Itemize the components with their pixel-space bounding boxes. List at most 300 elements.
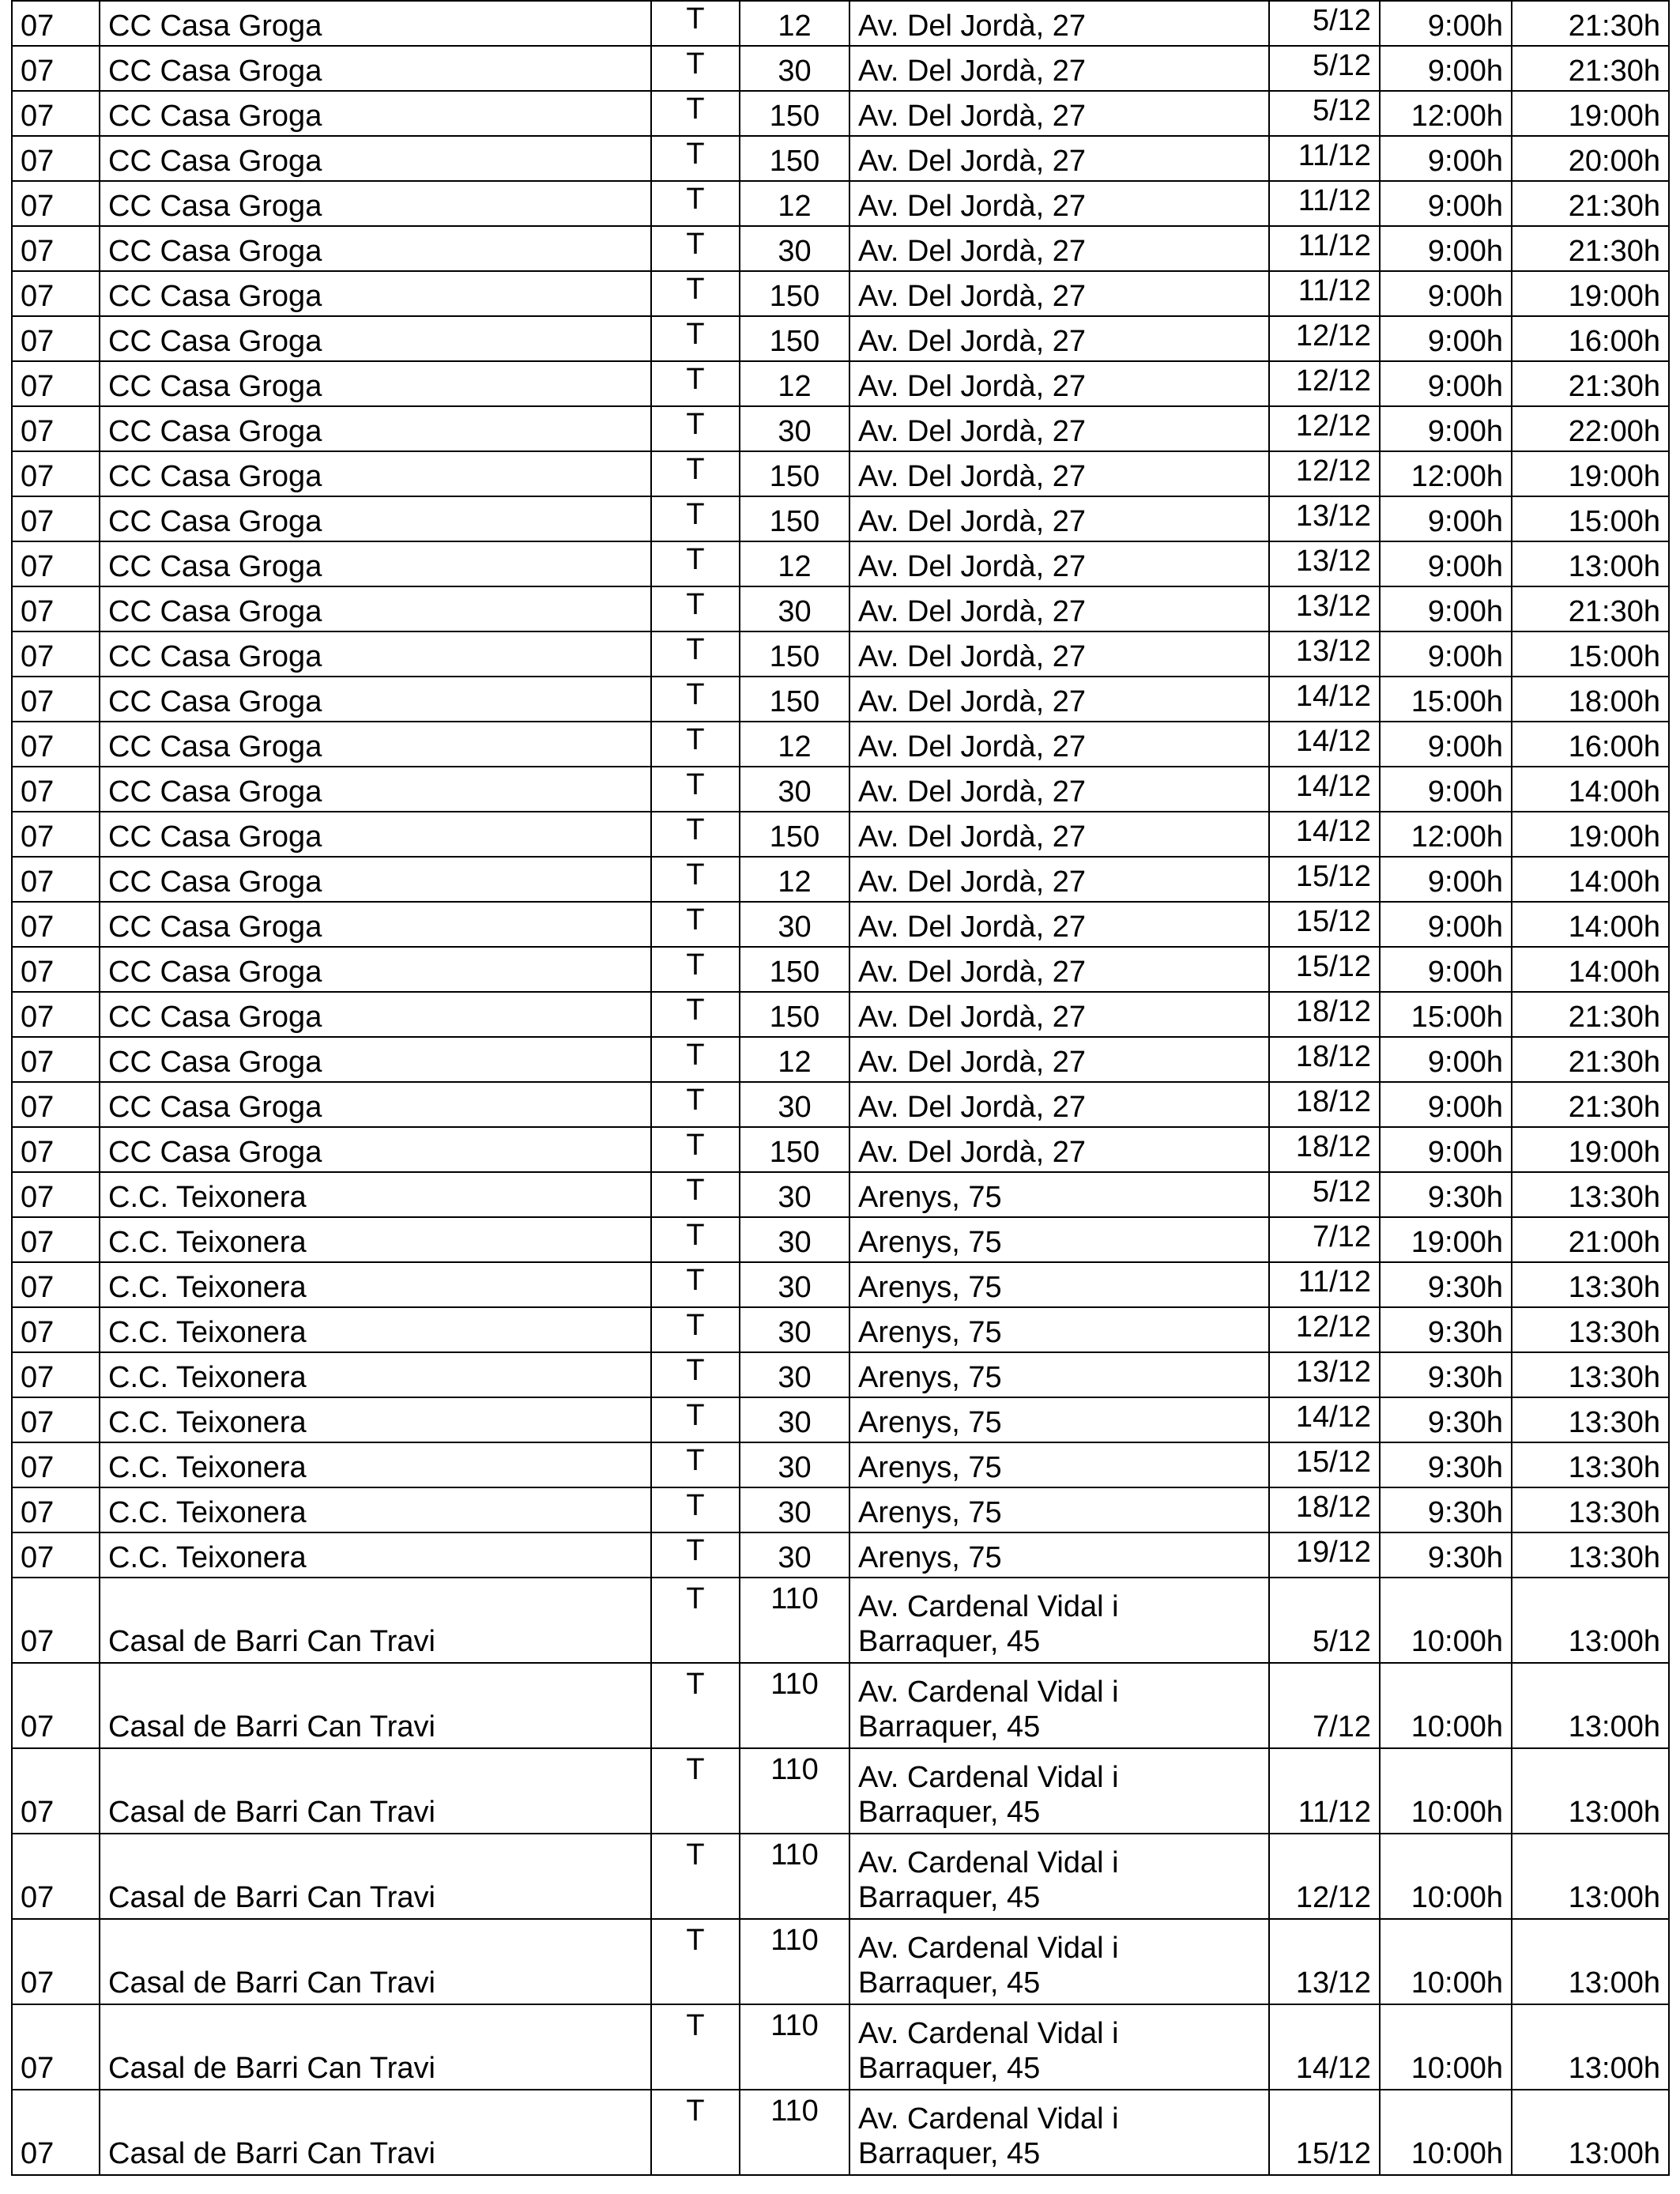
address-cell: Av. Cardenal Vidal i Barraquer, 45 bbox=[849, 1834, 1269, 1919]
start-time-cell: 9:00h bbox=[1380, 361, 1512, 406]
address-cell: Av. Del Jordà, 27 bbox=[849, 677, 1269, 722]
address-cell: Arenys, 75 bbox=[849, 1172, 1269, 1217]
district-cell: 07 bbox=[12, 722, 100, 767]
address-cell: Av. Del Jordà, 27 bbox=[849, 812, 1269, 857]
capacity-cell: 12 bbox=[740, 722, 849, 767]
end-time-cell: 15:00h bbox=[1512, 631, 1669, 677]
table-row bbox=[12, 1127, 1669, 1172]
date-cell: 15/12 bbox=[1269, 2090, 1380, 2175]
address-cell: Av. Cardenal Vidal i Barraquer, 45 bbox=[849, 1578, 1269, 1663]
end-time-cell: 19:00h bbox=[1512, 812, 1669, 857]
address-cell: Av. Del Jordà, 27 bbox=[849, 947, 1269, 992]
capacity-cell: 110 bbox=[740, 2004, 849, 2090]
district-cell: 07 bbox=[12, 136, 100, 181]
center-name-cell: CC Casa Groga bbox=[100, 496, 651, 541]
address-cell: Av. Del Jordà, 27 bbox=[849, 316, 1269, 361]
type-cell: T bbox=[651, 406, 740, 451]
type-cell: T bbox=[651, 1442, 740, 1487]
end-time-cell: 21:30h bbox=[1512, 1, 1669, 46]
end-time-cell: 13:30h bbox=[1512, 1352, 1669, 1397]
center-name-cell: C.C. Teixonera bbox=[100, 1172, 651, 1217]
district-cell: 07 bbox=[12, 1397, 100, 1442]
table-row bbox=[12, 361, 1669, 406]
center-name-cell: C.C. Teixonera bbox=[100, 1352, 651, 1397]
table-row bbox=[12, 631, 1669, 677]
address-cell: Arenys, 75 bbox=[849, 1217, 1269, 1262]
district-cell: 07 bbox=[12, 947, 100, 992]
type-cell: T bbox=[651, 677, 740, 722]
address-cell: Av. Del Jordà, 27 bbox=[849, 902, 1269, 947]
start-time-cell: 12:00h bbox=[1380, 91, 1512, 136]
address-cell: Av. Cardenal Vidal i Barraquer, 45 bbox=[849, 1748, 1269, 1834]
start-time-cell: 9:00h bbox=[1380, 271, 1512, 316]
district-cell: 07 bbox=[12, 1442, 100, 1487]
address-cell: Av. Cardenal Vidal i Barraquer, 45 bbox=[849, 1663, 1269, 1748]
start-time-cell: 10:00h bbox=[1380, 2004, 1512, 2090]
district-cell: 07 bbox=[12, 812, 100, 857]
end-time-cell: 13:00h bbox=[1512, 1919, 1669, 2004]
district-cell: 07 bbox=[12, 857, 100, 902]
start-time-cell: 9:00h bbox=[1380, 1, 1512, 46]
center-name-cell: Casal de Barri Can Travi bbox=[100, 2090, 651, 2175]
type-cell: T bbox=[651, 2004, 740, 2090]
start-time-cell: 9:30h bbox=[1380, 1487, 1512, 1532]
center-name-cell: CC Casa Groga bbox=[100, 1082, 651, 1127]
address-cell: Av. Del Jordà, 27 bbox=[849, 631, 1269, 677]
table-row bbox=[12, 316, 1669, 361]
district-cell: 07 bbox=[12, 677, 100, 722]
start-time-cell: 12:00h bbox=[1380, 812, 1512, 857]
table-row bbox=[12, 46, 1669, 91]
start-time-cell: 9:00h bbox=[1380, 406, 1512, 451]
capacity-cell: 110 bbox=[740, 1663, 849, 1748]
table-row bbox=[12, 541, 1669, 586]
end-time-cell: 18:00h bbox=[1512, 677, 1669, 722]
end-time-cell: 14:00h bbox=[1512, 767, 1669, 812]
center-name-cell: Casal de Barri Can Travi bbox=[100, 1834, 651, 1919]
capacity-cell: 30 bbox=[740, 1442, 849, 1487]
end-time-cell: 13:00h bbox=[1512, 1834, 1669, 1919]
capacity-cell: 150 bbox=[740, 136, 849, 181]
end-time-cell: 16:00h bbox=[1512, 722, 1669, 767]
type-cell: T bbox=[651, 46, 740, 91]
district-cell: 07 bbox=[12, 541, 100, 586]
type-cell: T bbox=[651, 1172, 740, 1217]
address-cell: Av. Del Jordà, 27 bbox=[849, 451, 1269, 496]
capacity-cell: 150 bbox=[740, 812, 849, 857]
center-name-cell: CC Casa Groga bbox=[100, 677, 651, 722]
date-cell: 13/12 bbox=[1269, 586, 1380, 631]
date-cell: 15/12 bbox=[1269, 857, 1380, 902]
district-cell: 07 bbox=[12, 46, 100, 91]
type-cell: T bbox=[651, 631, 740, 677]
district-cell: 07 bbox=[12, 1, 100, 46]
district-cell: 07 bbox=[12, 2004, 100, 2090]
table-row bbox=[12, 1262, 1669, 1307]
district-cell: 07 bbox=[12, 91, 100, 136]
type-cell: T bbox=[651, 271, 740, 316]
date-cell: 7/12 bbox=[1269, 1217, 1380, 1262]
table-row bbox=[12, 226, 1669, 271]
date-cell: 11/12 bbox=[1269, 181, 1380, 226]
center-name-cell: CC Casa Groga bbox=[100, 136, 651, 181]
district-cell: 07 bbox=[12, 992, 100, 1037]
date-cell: 13/12 bbox=[1269, 1352, 1380, 1397]
start-time-cell: 9:30h bbox=[1380, 1352, 1512, 1397]
capacity-cell: 30 bbox=[740, 1217, 849, 1262]
capacity-cell: 12 bbox=[740, 857, 849, 902]
date-cell: 18/12 bbox=[1269, 1487, 1380, 1532]
center-name-cell: Casal de Barri Can Travi bbox=[100, 1578, 651, 1663]
type-cell: T bbox=[651, 1397, 740, 1442]
capacity-cell: 30 bbox=[740, 586, 849, 631]
center-name-cell: CC Casa Groga bbox=[100, 902, 651, 947]
start-time-cell: 10:00h bbox=[1380, 1578, 1512, 1663]
district-cell: 07 bbox=[12, 226, 100, 271]
table-row bbox=[12, 1532, 1669, 1578]
date-cell: 13/12 bbox=[1269, 496, 1380, 541]
address-cell: Av. Cardenal Vidal i Barraquer, 45 bbox=[849, 1919, 1269, 2004]
table-row bbox=[12, 136, 1669, 181]
type-cell: T bbox=[651, 1748, 740, 1834]
capacity-cell: 30 bbox=[740, 1262, 849, 1307]
table-row bbox=[12, 1082, 1669, 1127]
end-time-cell: 14:00h bbox=[1512, 902, 1669, 947]
table-row bbox=[12, 1834, 1669, 1919]
table-row bbox=[12, 677, 1669, 722]
end-time-cell: 13:00h bbox=[1512, 541, 1669, 586]
type-cell: T bbox=[651, 722, 740, 767]
type-cell: T bbox=[651, 541, 740, 586]
type-cell: T bbox=[651, 902, 740, 947]
date-cell: 12/12 bbox=[1269, 316, 1380, 361]
date-cell: 12/12 bbox=[1269, 451, 1380, 496]
date-cell: 13/12 bbox=[1269, 631, 1380, 677]
center-name-cell: Casal de Barri Can Travi bbox=[100, 1748, 651, 1834]
center-name-cell: C.C. Teixonera bbox=[100, 1442, 651, 1487]
end-time-cell: 21:30h bbox=[1512, 361, 1669, 406]
start-time-cell: 9:00h bbox=[1380, 631, 1512, 677]
center-name-cell: CC Casa Groga bbox=[100, 857, 651, 902]
type-cell: T bbox=[651, 947, 740, 992]
start-time-cell: 9:00h bbox=[1380, 1037, 1512, 1082]
capacity-cell: 150 bbox=[740, 1127, 849, 1172]
center-name-cell: CC Casa Groga bbox=[100, 451, 651, 496]
end-time-cell: 14:00h bbox=[1512, 857, 1669, 902]
type-cell: T bbox=[651, 361, 740, 406]
date-cell: 15/12 bbox=[1269, 947, 1380, 992]
table-row bbox=[12, 1487, 1669, 1532]
type-cell: T bbox=[651, 1532, 740, 1578]
start-time-cell: 10:00h bbox=[1380, 1919, 1512, 2004]
center-name-cell: CC Casa Groga bbox=[100, 46, 651, 91]
end-time-cell: 13:30h bbox=[1512, 1307, 1669, 1352]
table-row bbox=[12, 1578, 1669, 1663]
date-cell: 7/12 bbox=[1269, 1663, 1380, 1748]
end-time-cell: 21:30h bbox=[1512, 1082, 1669, 1127]
table-row bbox=[12, 1442, 1669, 1487]
district-cell: 07 bbox=[12, 631, 100, 677]
end-time-cell: 13:30h bbox=[1512, 1487, 1669, 1532]
date-cell: 13/12 bbox=[1269, 1919, 1380, 2004]
center-name-cell: CC Casa Groga bbox=[100, 226, 651, 271]
center-name-cell: CC Casa Groga bbox=[100, 947, 651, 992]
table-row bbox=[12, 2090, 1669, 2175]
capacity-cell: 30 bbox=[740, 1082, 849, 1127]
table-row bbox=[12, 181, 1669, 226]
capacity-cell: 150 bbox=[740, 677, 849, 722]
table-row bbox=[12, 1, 1669, 46]
address-cell: Av. Del Jordà, 27 bbox=[849, 226, 1269, 271]
address-cell: Av. Cardenal Vidal i Barraquer, 45 bbox=[849, 2090, 1269, 2175]
start-time-cell: 9:00h bbox=[1380, 316, 1512, 361]
end-time-cell: 16:00h bbox=[1512, 316, 1669, 361]
end-time-cell: 13:00h bbox=[1512, 2004, 1669, 2090]
address-cell: Av. Del Jordà, 27 bbox=[849, 271, 1269, 316]
end-time-cell: 13:30h bbox=[1512, 1442, 1669, 1487]
district-cell: 07 bbox=[12, 1919, 100, 2004]
capacity-cell: 12 bbox=[740, 361, 849, 406]
capacity-cell: 30 bbox=[740, 1487, 849, 1532]
type-cell: T bbox=[651, 857, 740, 902]
table-row bbox=[12, 1919, 1669, 2004]
end-time-cell: 15:00h bbox=[1512, 496, 1669, 541]
end-time-cell: 13:00h bbox=[1512, 1748, 1669, 1834]
table-row bbox=[12, 902, 1669, 947]
end-time-cell: 21:30h bbox=[1512, 46, 1669, 91]
capacity-cell: 110 bbox=[740, 2090, 849, 2175]
center-name-cell: CC Casa Groga bbox=[100, 1127, 651, 1172]
start-time-cell: 9:30h bbox=[1380, 1262, 1512, 1307]
type-cell: T bbox=[651, 1082, 740, 1127]
start-time-cell: 10:00h bbox=[1380, 1663, 1512, 1748]
start-time-cell: 15:00h bbox=[1380, 992, 1512, 1037]
date-cell: 12/12 bbox=[1269, 406, 1380, 451]
capacity-cell: 30 bbox=[740, 1352, 849, 1397]
district-cell: 07 bbox=[12, 1487, 100, 1532]
capacity-cell: 110 bbox=[740, 1919, 849, 2004]
end-time-cell: 13:00h bbox=[1512, 1663, 1669, 1748]
center-name-cell: CC Casa Groga bbox=[100, 586, 651, 631]
table-row bbox=[12, 947, 1669, 992]
center-name-cell: C.C. Teixonera bbox=[100, 1487, 651, 1532]
table-row bbox=[12, 406, 1669, 451]
district-cell: 07 bbox=[12, 1532, 100, 1578]
address-cell: Av. Del Jordà, 27 bbox=[849, 496, 1269, 541]
start-time-cell: 10:00h bbox=[1380, 1748, 1512, 1834]
center-name-cell: CC Casa Groga bbox=[100, 631, 651, 677]
end-time-cell: 13:00h bbox=[1512, 2090, 1669, 2175]
capacity-cell: 30 bbox=[740, 46, 849, 91]
date-cell: 5/12 bbox=[1269, 1, 1380, 46]
date-cell: 18/12 bbox=[1269, 992, 1380, 1037]
end-time-cell: 13:00h bbox=[1512, 1578, 1669, 1663]
schedule-table bbox=[11, 0, 1670, 2176]
start-time-cell: 9:30h bbox=[1380, 1532, 1512, 1578]
start-time-cell: 15:00h bbox=[1380, 677, 1512, 722]
type-cell: T bbox=[651, 1262, 740, 1307]
capacity-cell: 150 bbox=[740, 992, 849, 1037]
type-cell: T bbox=[651, 586, 740, 631]
capacity-cell: 110 bbox=[740, 1748, 849, 1834]
capacity-cell: 150 bbox=[740, 451, 849, 496]
type-cell: T bbox=[651, 181, 740, 226]
address-cell: Av. Del Jordà, 27 bbox=[849, 1127, 1269, 1172]
center-name-cell: CC Casa Groga bbox=[100, 767, 651, 812]
type-cell: T bbox=[651, 1352, 740, 1397]
type-cell: T bbox=[651, 1487, 740, 1532]
address-cell: Av. Del Jordà, 27 bbox=[849, 136, 1269, 181]
date-cell: 14/12 bbox=[1269, 812, 1380, 857]
end-time-cell: 13:30h bbox=[1512, 1172, 1669, 1217]
start-time-cell: 19:00h bbox=[1380, 1217, 1512, 1262]
address-cell: Arenys, 75 bbox=[849, 1397, 1269, 1442]
district-cell: 07 bbox=[12, 1307, 100, 1352]
start-time-cell: 12:00h bbox=[1380, 451, 1512, 496]
center-name-cell: CC Casa Groga bbox=[100, 722, 651, 767]
address-cell: Arenys, 75 bbox=[849, 1352, 1269, 1397]
start-time-cell: 9:30h bbox=[1380, 1307, 1512, 1352]
district-cell: 07 bbox=[12, 451, 100, 496]
date-cell: 15/12 bbox=[1269, 902, 1380, 947]
district-cell: 07 bbox=[12, 1172, 100, 1217]
start-time-cell: 10:00h bbox=[1380, 1834, 1512, 1919]
table-row bbox=[12, 857, 1669, 902]
type-cell: T bbox=[651, 1663, 740, 1748]
date-cell: 12/12 bbox=[1269, 361, 1380, 406]
end-time-cell: 21:30h bbox=[1512, 1037, 1669, 1082]
start-time-cell: 10:00h bbox=[1380, 2090, 1512, 2175]
start-time-cell: 9:00h bbox=[1380, 767, 1512, 812]
address-cell: Av. Del Jordà, 27 bbox=[849, 1037, 1269, 1082]
start-time-cell: 9:00h bbox=[1380, 947, 1512, 992]
date-cell: 19/12 bbox=[1269, 1532, 1380, 1578]
date-cell: 11/12 bbox=[1269, 271, 1380, 316]
district-cell: 07 bbox=[12, 316, 100, 361]
table-row bbox=[12, 2004, 1669, 2090]
type-cell: T bbox=[651, 136, 740, 181]
table-row bbox=[12, 1307, 1669, 1352]
center-name-cell: CC Casa Groga bbox=[100, 316, 651, 361]
type-cell: T bbox=[651, 91, 740, 136]
address-cell: Av. Del Jordà, 27 bbox=[849, 1, 1269, 46]
address-cell: Arenys, 75 bbox=[849, 1307, 1269, 1352]
date-cell: 11/12 bbox=[1269, 1748, 1380, 1834]
district-cell: 07 bbox=[12, 767, 100, 812]
district-cell: 07 bbox=[12, 1578, 100, 1663]
end-time-cell: 13:30h bbox=[1512, 1397, 1669, 1442]
center-name-cell: CC Casa Groga bbox=[100, 992, 651, 1037]
end-time-cell: 19:00h bbox=[1512, 91, 1669, 136]
district-cell: 07 bbox=[12, 181, 100, 226]
date-cell: 14/12 bbox=[1269, 2004, 1380, 2090]
table-row bbox=[12, 1748, 1669, 1834]
start-time-cell: 9:00h bbox=[1380, 586, 1512, 631]
start-time-cell: 9:00h bbox=[1380, 496, 1512, 541]
end-time-cell: 19:00h bbox=[1512, 271, 1669, 316]
start-time-cell: 9:00h bbox=[1380, 857, 1512, 902]
date-cell: 11/12 bbox=[1269, 136, 1380, 181]
end-time-cell: 19:00h bbox=[1512, 451, 1669, 496]
capacity-cell: 110 bbox=[740, 1834, 849, 1919]
capacity-cell: 30 bbox=[740, 1397, 849, 1442]
type-cell: T bbox=[651, 992, 740, 1037]
date-cell: 5/12 bbox=[1269, 91, 1380, 136]
table-row bbox=[12, 496, 1669, 541]
center-name-cell: Casal de Barri Can Travi bbox=[100, 1663, 651, 1748]
table-row bbox=[12, 1397, 1669, 1442]
type-cell: T bbox=[651, 1919, 740, 2004]
capacity-cell: 12 bbox=[740, 541, 849, 586]
start-time-cell: 9:00h bbox=[1380, 902, 1512, 947]
type-cell: T bbox=[651, 496, 740, 541]
district-cell: 07 bbox=[12, 271, 100, 316]
address-cell: Arenys, 75 bbox=[849, 1442, 1269, 1487]
address-cell: Arenys, 75 bbox=[849, 1487, 1269, 1532]
center-name-cell: C.C. Teixonera bbox=[100, 1532, 651, 1578]
address-cell: Av. Cardenal Vidal i Barraquer, 45 bbox=[849, 2004, 1269, 2090]
type-cell: T bbox=[651, 1578, 740, 1663]
type-cell: T bbox=[651, 2090, 740, 2175]
center-name-cell: CC Casa Groga bbox=[100, 361, 651, 406]
center-name-cell: CC Casa Groga bbox=[100, 406, 651, 451]
date-cell: 11/12 bbox=[1269, 1262, 1380, 1307]
date-cell: 14/12 bbox=[1269, 767, 1380, 812]
date-cell: 18/12 bbox=[1269, 1037, 1380, 1082]
type-cell: T bbox=[651, 1037, 740, 1082]
table-row bbox=[12, 767, 1669, 812]
end-time-cell: 21:30h bbox=[1512, 586, 1669, 631]
table-row bbox=[12, 812, 1669, 857]
capacity-cell: 30 bbox=[740, 1532, 849, 1578]
capacity-cell: 12 bbox=[740, 1, 849, 46]
capacity-cell: 30 bbox=[740, 226, 849, 271]
address-cell: Av. Del Jordà, 27 bbox=[849, 722, 1269, 767]
center-name-cell: CC Casa Groga bbox=[100, 1037, 651, 1082]
date-cell: 14/12 bbox=[1269, 1397, 1380, 1442]
capacity-cell: 30 bbox=[740, 1307, 849, 1352]
address-cell: Arenys, 75 bbox=[849, 1532, 1269, 1578]
table-row bbox=[12, 271, 1669, 316]
start-time-cell: 9:00h bbox=[1380, 181, 1512, 226]
district-cell: 07 bbox=[12, 1748, 100, 1834]
end-time-cell: 13:30h bbox=[1512, 1262, 1669, 1307]
center-name-cell: Casal de Barri Can Travi bbox=[100, 1919, 651, 2004]
address-cell: Av. Del Jordà, 27 bbox=[849, 91, 1269, 136]
date-cell: 14/12 bbox=[1269, 722, 1380, 767]
type-cell: T bbox=[651, 1, 740, 46]
type-cell: T bbox=[651, 1307, 740, 1352]
start-time-cell: 9:00h bbox=[1380, 541, 1512, 586]
district-cell: 07 bbox=[12, 1663, 100, 1748]
end-time-cell: 14:00h bbox=[1512, 947, 1669, 992]
address-cell: Av. Del Jordà, 27 bbox=[849, 406, 1269, 451]
address-cell: Av. Del Jordà, 27 bbox=[849, 181, 1269, 226]
capacity-cell: 30 bbox=[740, 902, 849, 947]
center-name-cell: C.C. Teixonera bbox=[100, 1307, 651, 1352]
center-name-cell: CC Casa Groga bbox=[100, 91, 651, 136]
date-cell: 12/12 bbox=[1269, 1307, 1380, 1352]
district-cell: 07 bbox=[12, 1082, 100, 1127]
center-name-cell: CC Casa Groga bbox=[100, 812, 651, 857]
date-cell: 18/12 bbox=[1269, 1082, 1380, 1127]
type-cell: T bbox=[651, 451, 740, 496]
type-cell: T bbox=[651, 1127, 740, 1172]
table-row bbox=[12, 1037, 1669, 1082]
start-time-cell: 9:00h bbox=[1380, 722, 1512, 767]
district-cell: 07 bbox=[12, 1262, 100, 1307]
center-name-cell: CC Casa Groga bbox=[100, 1, 651, 46]
